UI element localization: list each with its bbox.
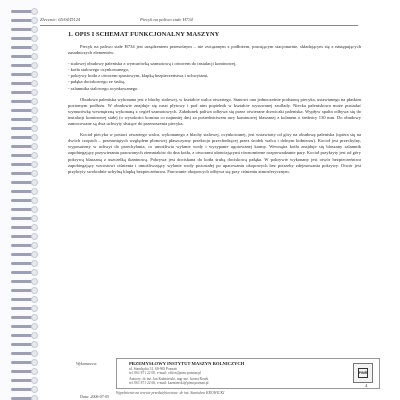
spiral-binding bbox=[0, 0, 40, 400]
authors: Autorzy: dr inż. Jan Kaźmierski, mgr inż. Iwona Borek bbox=[129, 377, 209, 381]
list-item: - szlamnika stalowego ocynkowanego. bbox=[68, 86, 361, 92]
punch-hole bbox=[31, 215, 38, 222]
binding-ring bbox=[9, 368, 43, 375]
binding-ring bbox=[9, 278, 43, 285]
punch-hole bbox=[31, 386, 38, 393]
list-item: - stalowej obudowy paleniska z wymurówką szamotową i otworem do instalacji kominowej, bbox=[68, 61, 361, 67]
binding-ring bbox=[9, 287, 43, 294]
binding-ring bbox=[9, 323, 43, 330]
binding-ring bbox=[9, 107, 43, 114]
punch-hole bbox=[31, 188, 38, 195]
paragraph-intro: Piecyk na paliwo stałe H734 jest urządzeniem przenośnym – nie związanym z podłożem, pracującym stacjonarnie, składającym się z następujących zasadniczych elementów: bbox=[68, 44, 361, 56]
binding-ring bbox=[9, 215, 43, 222]
prepared-by: Wypełnienie na terenie przedsiębiorstwa: dr inż. Stanisław KROWICKI bbox=[116, 391, 225, 395]
binding-ring bbox=[9, 260, 43, 267]
binding-ring bbox=[9, 350, 43, 357]
binding-ring bbox=[9, 125, 43, 132]
punch-hole bbox=[31, 26, 38, 33]
contractor-label: Wykonawca: bbox=[76, 361, 98, 366]
punch-hole bbox=[31, 341, 38, 348]
header-title: Piecyk na paliwo stałe H734 bbox=[140, 17, 193, 22]
binding-ring bbox=[9, 395, 43, 400]
binding-ring bbox=[9, 179, 43, 186]
punch-hole bbox=[31, 395, 38, 400]
components-list bbox=[68, 61, 361, 91]
punch-hole bbox=[31, 224, 38, 231]
punch-hole bbox=[31, 107, 38, 114]
institute-logo bbox=[353, 363, 373, 383]
punch-hole bbox=[31, 71, 38, 78]
binding-ring bbox=[9, 332, 43, 339]
authors-contact: tel. 061 871 22 66, e-mail: kazmierski@pimr.poznan.pl bbox=[129, 381, 209, 385]
binding-ring bbox=[9, 359, 43, 366]
contractor-contact: tel. 061 871 22 00, e-mail: office@pimr.poznan.pl bbox=[129, 371, 202, 375]
binding-ring bbox=[9, 98, 43, 105]
list-item: - pokrywy kotła z otworem spustowym, klapką bezpieczeństwa i uchwytami, bbox=[68, 73, 361, 79]
punch-hole bbox=[31, 278, 38, 285]
contractor-address: ul. Starołęcka 31, 60-963 Poznań bbox=[129, 367, 177, 371]
punch-hole bbox=[31, 44, 38, 51]
punch-hole bbox=[31, 89, 38, 96]
punch-hole bbox=[31, 314, 38, 321]
binding-ring bbox=[9, 89, 43, 96]
body-text bbox=[68, 44, 361, 180]
binding-ring bbox=[9, 35, 43, 42]
punch-hole bbox=[31, 377, 38, 384]
paragraph-housing: Obudowa paleniska wykonana jest z blachy stalowej, w kształcie walca otwartego. Stanowi ona jednocześnie podstawę piecyka, ustawianego na płaskim poziomym podłożu. W obudowie znajduje się ruszt płytowy i pod nim popielnik w kształcie wysuwanej szuflady. Niecka paleniskowa może posiadać wymurówkę wewnętrzną wykonaną z cegieł szamotowych. Załadunek paliwa odbywa się przez otwierane drzwiczki paleniska. Wypływ spalin odbywa się do instalacji kominowej stałej (o wysokości komina co najmniej 4m) za pośrednictwem rury kominowej blaszanej z kolanem o średnicy 130 mm. Do obudowy zamocowane są dwa uchwyty służące do przenoszenia piecyka. bbox=[68, 96, 361, 127]
contractor-footer bbox=[76, 358, 376, 394]
punch-hole bbox=[31, 305, 38, 312]
logo-text: PIMR bbox=[358, 371, 368, 375]
binding-ring bbox=[9, 80, 43, 87]
contractor-box bbox=[116, 358, 380, 389]
binding-ring bbox=[9, 341, 43, 348]
binding-ring bbox=[9, 143, 43, 150]
document-date: Data: 2006-07-05 bbox=[80, 394, 109, 399]
punch-hole bbox=[31, 179, 38, 186]
list-item: - pałąka dociskowego ze śrubą, bbox=[68, 79, 361, 85]
punch-hole bbox=[31, 161, 38, 168]
punch-hole bbox=[31, 350, 38, 357]
punch-hole bbox=[31, 269, 38, 276]
punch-hole bbox=[31, 359, 38, 366]
binding-ring bbox=[9, 71, 43, 78]
list-item: - kotła stalowego ocynkowanego, bbox=[68, 67, 361, 73]
punch-hole bbox=[31, 152, 38, 159]
punch-hole bbox=[31, 53, 38, 60]
binding-ring bbox=[9, 377, 43, 384]
binding-ring bbox=[9, 53, 43, 60]
punch-hole bbox=[31, 206, 38, 213]
binding-ring bbox=[9, 116, 43, 123]
binding-ring bbox=[9, 224, 43, 231]
punch-hole bbox=[31, 8, 38, 15]
punch-hole bbox=[31, 170, 38, 177]
punch-hole bbox=[31, 368, 38, 375]
punch-hole bbox=[31, 35, 38, 42]
punch-hole bbox=[31, 296, 38, 303]
punch-hole bbox=[31, 98, 38, 105]
binding-ring bbox=[9, 170, 43, 177]
page-header bbox=[40, 14, 358, 26]
binding-ring bbox=[9, 269, 43, 276]
punch-hole bbox=[31, 260, 38, 267]
header-doc-number: Zlecenie: 65/04/D124 bbox=[40, 17, 81, 22]
punch-hole bbox=[31, 80, 38, 87]
binding-ring bbox=[9, 161, 43, 168]
binding-ring bbox=[9, 242, 43, 249]
page-number: 4 bbox=[365, 383, 368, 388]
section-title: 1. OPIS I SCHEMAT FUNKCJONALNY MASZYNY bbox=[68, 31, 220, 38]
punch-hole bbox=[31, 143, 38, 150]
binding-ring bbox=[9, 152, 43, 159]
binding-ring bbox=[9, 386, 43, 393]
punch-hole bbox=[31, 287, 38, 294]
contractor-name: PRZEMYSŁOWY INSTYTUT MASZYN ROLNICZYCH bbox=[129, 361, 245, 366]
punch-hole bbox=[31, 251, 38, 258]
punch-hole bbox=[31, 134, 38, 141]
binding-ring bbox=[9, 197, 43, 204]
punch-hole bbox=[31, 17, 38, 24]
binding-ring bbox=[9, 8, 43, 15]
binding-ring bbox=[9, 62, 43, 69]
binding-ring bbox=[9, 134, 43, 141]
paragraph-boiler: Kocioł piecyka w postaci otwartego walca, wykonanego z blachy stalowej, ocynkowanej, jest wstawiony od góry na obudowę paleniska (opiera się na dwóch czopach – przesuniętych względem płonowej płaszczyzny przekroju przechodzącej przez środek walca i dolnym kołnierzu). Kocioł jest przechylny, wyposażony w uchwyt do przechylania, co umożliwia wylanie wody i wysypanie ugotowanej karmy. Wewnątrz kotła znajduje się blaszany szlamnik zapobiegający przywieraniu parowanych ziemniaków do dna kotła, z otworami ułatwiającymi równomierne rozprowadzanie pary. Kocioł przykryty jest od góry pokrywą blaszaną z uszczelką tkaninową. Pokrywa jest dociskana do kotła śrubą dociskową pałąka. W pokrywie wykonany jest otwór bezpieczeństwa zapobiegający wzrostowi ciśnienia i umożliwiający wylanie wody pozostałej po uparowaniu okopowych bez potrzeby zdejmowania pokrywy. Otwór jest przykryty swobodnie uchylną klapką bezpieczeństwa. Parowanie okopowych odbywa się przy ciśnieniu atmosferycznym. bbox=[68, 132, 361, 174]
punch-hole bbox=[31, 62, 38, 69]
binding-ring bbox=[9, 188, 43, 195]
punch-hole bbox=[31, 116, 38, 123]
binding-ring bbox=[9, 233, 43, 240]
punch-hole bbox=[31, 197, 38, 204]
binding-ring bbox=[9, 17, 43, 24]
binding-ring bbox=[9, 26, 43, 33]
binding-ring bbox=[9, 305, 43, 312]
punch-hole bbox=[31, 233, 38, 240]
punch-hole bbox=[31, 332, 38, 339]
binding-ring bbox=[9, 296, 43, 303]
punch-hole bbox=[31, 125, 38, 132]
binding-ring bbox=[9, 206, 43, 213]
punch-hole bbox=[31, 323, 38, 330]
binding-ring bbox=[9, 251, 43, 258]
punch-hole bbox=[31, 242, 38, 249]
binding-ring bbox=[9, 44, 43, 51]
binding-ring bbox=[9, 314, 43, 321]
